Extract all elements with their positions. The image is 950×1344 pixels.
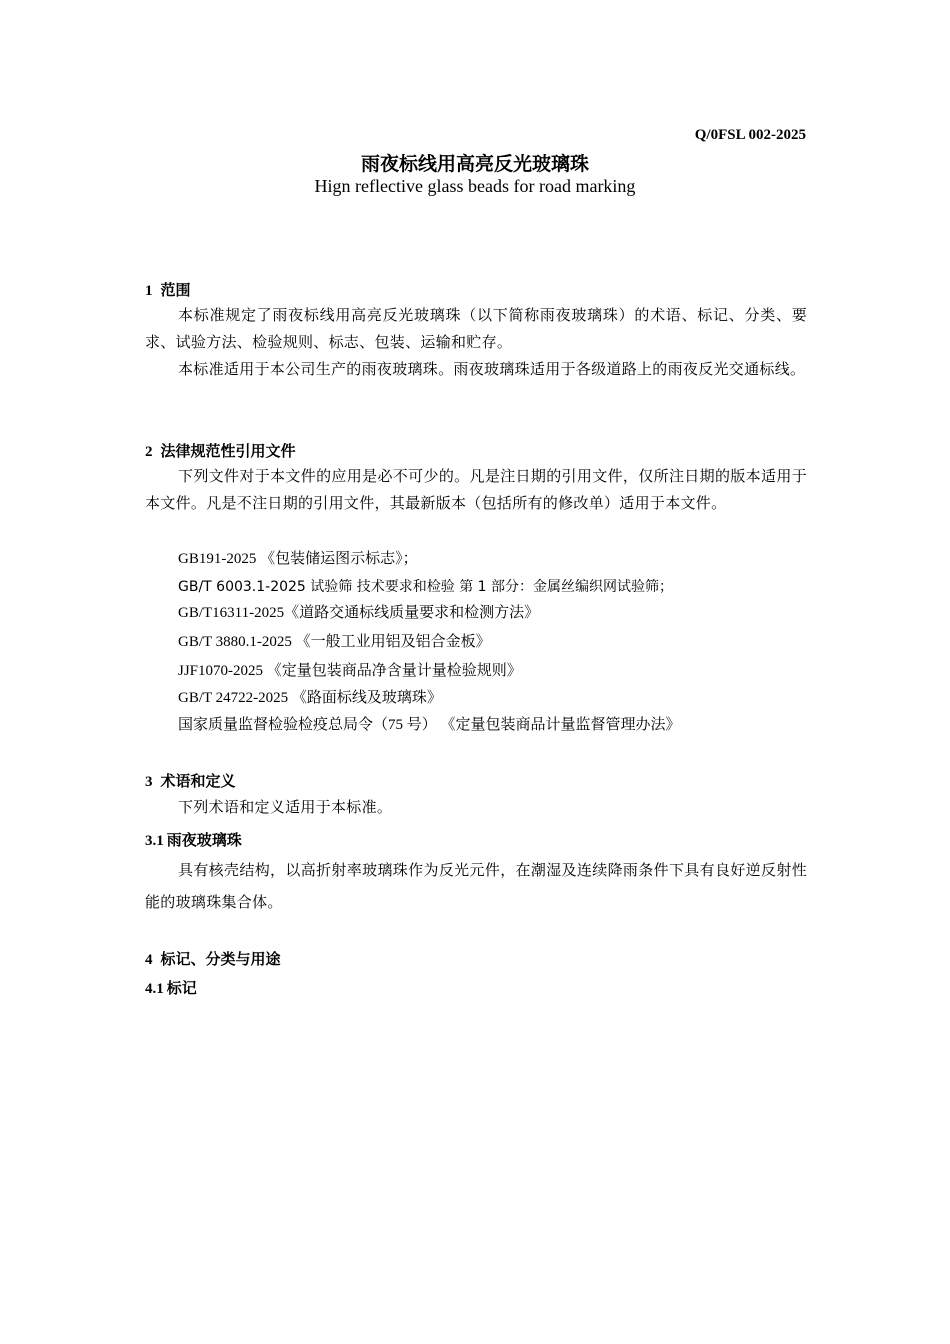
subsection-4-1-heading <box>145 978 197 999</box>
section-number: 1 <box>145 283 153 299</box>
section-1-paragraph-1: 本标准规定了雨夜标线用高亮反光玻璃珠（以下简称雨夜玻璃珠）的术语、标记、分类、要求、试验方法、检验规则、标志、包装、运输和贮存。 <box>145 308 807 351</box>
subsection-title: 雨夜玻璃珠 <box>166 831 242 849</box>
section-title: 标记、分类与用途 <box>160 950 281 968</box>
subsection-number: 3.1 <box>145 833 164 849</box>
section-3-heading <box>145 771 236 792</box>
reference-item: GB191-2025 《包装储运图示标志》； <box>178 551 418 567</box>
subsection-title: 标记 <box>166 979 197 997</box>
document-title-chinese: 雨夜标线用高亮反光玻璃珠 <box>360 153 589 175</box>
section-3-paragraph-1: 下列术语和定义适用于本标准。 <box>178 800 393 816</box>
section-number: 3 <box>145 774 153 790</box>
section-title: 术语和定义 <box>160 772 236 790</box>
subsection-3-1-paragraph: 具有核壳结构，以高折射率玻璃珠作为反光元件，在潮湿及连续降雨条件下具有良好逆反射性能的玻璃珠集合体。 <box>145 863 807 911</box>
subsection-3-1-heading <box>145 830 242 851</box>
reference-item: GB/T 3880.1-2025 《一般工业用铝及铝合金板》 <box>178 634 491 650</box>
section-4-heading <box>145 949 281 970</box>
section-1-paragraph-2: 本标准适用于本公司生产的雨夜玻璃珠。雨夜玻璃珠适用于各级道路上的雨夜反光交通标线。 <box>178 362 806 378</box>
reference-item: GB/T 6003.1-2025 试验筛 技术要求和检验 第 1 部分：金属丝编织网试验筛； <box>178 579 673 595</box>
section-title: 法律规范性引用文件 <box>160 442 296 460</box>
section-number: 2 <box>145 444 153 460</box>
section-number: 4 <box>145 952 153 968</box>
section-2-paragraph-1: 下列文件对于本文件的应用是必不可少的。凡是注日期的引用文件，仅所注日期的版本适用于本文件。凡是不注日期的引用文件，其最新版本（包括所有的修改单）适用于本文件。 <box>145 469 807 512</box>
reference-item: GB/T16311-2025《道路交通标线质量要求和检测方法》 <box>178 605 540 621</box>
document-title-english: Hign reflective glass beads for road marking <box>314 176 636 196</box>
standard-code: Q/0FSL 002-2025 <box>694 127 806 143</box>
reference-item: GB/T 24722-2025 《路面标线及玻璃珠》 <box>178 690 442 706</box>
subsection-number: 4.1 <box>145 981 164 997</box>
reference-item: 国家质量监督检验检疫总局令（75 号） 《定量包装商品计量监督管理办法》 <box>178 717 681 733</box>
section-1-heading <box>145 280 191 301</box>
section-2-heading <box>145 441 296 462</box>
reference-item: JJF1070-2025 《定量包装商品净含量计量检验规则》 <box>178 663 522 679</box>
section-title: 范围 <box>160 281 191 299</box>
